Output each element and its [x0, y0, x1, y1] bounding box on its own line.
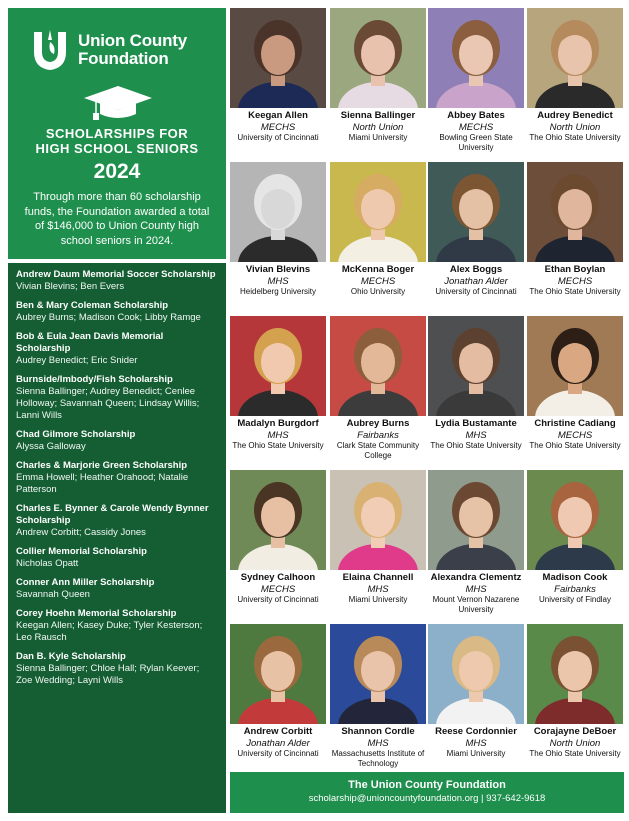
student-school: MHS [465, 584, 487, 595]
scholarship-item [16, 429, 218, 453]
student-school: Jonathan Alder [246, 738, 310, 749]
student-photo [230, 316, 326, 416]
student-school: North Union [549, 122, 601, 133]
scholarship-recipients: Sienna Ballinger; Audrey Benedict; Cenlee Holloway; Savannah Queen; Lindsay Willis; Lanni Wills [16, 386, 200, 421]
student-card [230, 162, 326, 297]
student-school: MHS [367, 584, 389, 595]
student-school: MHS [267, 430, 289, 441]
student-name: Ethan Boylan [544, 264, 606, 275]
scholarship-recipients: Keegan Allen; Kasey Duke; Tyler Kesterson; Leo Rausch [16, 620, 203, 643]
student-photo [330, 470, 426, 570]
student-school: MECHS [557, 276, 593, 287]
student-university: University of Cincinnati [237, 595, 319, 604]
student-university: University of Cincinnati [237, 749, 319, 758]
student-name: Sydney Calhoon [240, 572, 316, 583]
student-university: Miami University [348, 133, 408, 142]
student-card [428, 8, 524, 153]
student-school: Fairbanks [357, 430, 399, 441]
student-university: The Ohio State University [529, 441, 621, 450]
scholarship-item [16, 460, 218, 496]
student-card [230, 8, 326, 143]
student-school: MECHS [260, 122, 296, 133]
student-photo [527, 316, 623, 416]
student-university: The Ohio State University [529, 749, 621, 758]
student-photo [527, 624, 623, 724]
student-card [428, 316, 524, 451]
scholarship-item [16, 300, 218, 324]
student-university: The Ohio State University [529, 287, 621, 296]
student-photo [428, 316, 524, 416]
student-card [330, 470, 426, 605]
student-school: North Union [549, 738, 601, 749]
scholarship-item [16, 608, 218, 644]
student-name: Aubrey Burns [346, 418, 410, 429]
student-university: Miami University [348, 595, 408, 604]
student-photo [230, 470, 326, 570]
student-school: MHS [267, 276, 289, 287]
student-name: Madalyn Burgdorf [237, 418, 319, 429]
student-photo [230, 162, 326, 262]
page-title: SCHOLARSHIPS FOR HIGH SCHOOL SENIORS [35, 126, 199, 156]
footer [230, 772, 624, 813]
scholarship-item [16, 577, 218, 601]
student-photo [230, 8, 326, 108]
org-name-line2: Foundation [78, 49, 169, 68]
student-name: Andrew Corbitt [243, 726, 313, 737]
student-university: Mount Vernon Nazarene University [432, 595, 520, 614]
student-university: Massachusetts Institute of Technology [331, 749, 425, 768]
student-university: University of Cincinnati [237, 133, 319, 142]
student-card [428, 470, 524, 615]
student-university: Ohio University [350, 287, 406, 296]
student-photo [527, 162, 623, 262]
student-school: Jonathan Alder [444, 276, 508, 287]
year: 2024 [93, 160, 141, 183]
student-photo [330, 316, 426, 416]
scholarship-recipients: Savannah Queen [16, 589, 90, 600]
logo [30, 28, 187, 72]
header-panel [8, 8, 226, 259]
student-school: MECHS [360, 276, 396, 287]
org-name-line1: Union County [78, 31, 188, 50]
student-photo [428, 8, 524, 108]
student-card [527, 624, 623, 759]
student-photo [330, 8, 426, 108]
scholarship-item [16, 503, 218, 539]
student-name: Lydia Bustamante [435, 418, 517, 429]
student-card [330, 624, 426, 769]
description: Through more than 60 scholarship funds, the Foundation awarded a total of $146,000 to Union County high school seniors in 2024. [24, 191, 210, 247]
student-photo [330, 162, 426, 262]
student-name: Sienna Ballinger [340, 110, 416, 121]
scholarship-item [16, 331, 218, 367]
student-card [330, 162, 426, 297]
scholarship-recipients: Emma Howell; Heather Orahood; Natalie Patterson [16, 472, 189, 495]
student-name: Elaina Channell [342, 572, 414, 583]
scholarship-name: Andrew Daum Memorial Soccer Scholarship [16, 269, 216, 280]
scholarship-name: Corey Hoehn Memorial Scholarship [16, 608, 177, 619]
student-university: University of Findlay [538, 595, 612, 604]
student-name: Corajayne DeBoer [533, 726, 617, 737]
student-university: The Ohio State University [430, 441, 522, 450]
graduation-cap-icon [82, 84, 154, 122]
student-photo [428, 470, 524, 570]
student-university: Heidelberg University [239, 287, 317, 296]
student-university: University of Cincinnati [435, 287, 517, 296]
student-photo [330, 624, 426, 724]
student-card [330, 316, 426, 461]
student-university: The Ohio State University [232, 441, 324, 450]
scholarship-recipients: Alyssa Galloway [16, 441, 86, 452]
student-name: Keegan Allen [248, 110, 308, 121]
student-name: Vivian Blevins [245, 264, 311, 275]
student-card [230, 470, 326, 605]
student-name: Alexandra Clementz [430, 572, 522, 583]
student-card [527, 162, 623, 297]
student-university: Miami University [446, 749, 506, 758]
scholarship-name: Burnside/Imbody/Fish Scholarship [16, 374, 173, 385]
scholarship-item [16, 651, 218, 687]
scholarship-name: Charles & Marjorie Green Scholarship [16, 460, 188, 471]
scholarship-recipients: Andrew Corbitt; Cassidy Jones [16, 527, 146, 538]
student-name: Christine Cadiang [534, 418, 616, 429]
student-school: North Union [352, 122, 404, 133]
student-name: Alex Boggs [449, 264, 503, 275]
scholarship-name: Ben & Mary Coleman Scholarship [16, 300, 169, 311]
student-school: MHS [465, 430, 487, 441]
student-card [330, 8, 426, 143]
student-photo [230, 624, 326, 724]
scholarship-name: Conner Ann Miller Scholarship [16, 577, 155, 588]
scholarship-name: Charles E. Bynner & Carole Wendy Bynner Scholarship [16, 503, 209, 526]
scholarship-list [8, 263, 226, 813]
student-name: Abbey Bates [447, 110, 505, 121]
student-school: MECHS [260, 584, 296, 595]
scholarship-name: Chad Gilmore Scholarship [16, 429, 136, 440]
scholarship-name: Collier Memorial Scholarship [16, 546, 147, 557]
student-university: The Ohio State University [529, 133, 621, 142]
footer-contact: scholarship@unioncountyfoundation.org | 937-642-9618 [308, 793, 546, 804]
student-photo [527, 8, 623, 108]
scholarship-name: Dan B. Kyle Scholarship [16, 651, 126, 662]
scholarship-recipients: Sienna Ballinger; Chloe Hall; Rylan Keever; Zoe Wedding; Layni Wills [16, 663, 200, 686]
scholarship-item [16, 269, 218, 293]
student-name: Audrey Benedict [537, 110, 613, 121]
scholarship-recipients: Nicholas Opatt [16, 558, 79, 569]
student-university: Bowling Green State University [439, 133, 513, 152]
scholarship-recipients: Aubrey Burns; Madison Cook; Libby Ramge [16, 312, 201, 323]
student-name: Shannon Cordle [341, 726, 415, 737]
student-school: MHS [367, 738, 389, 749]
scholarship-recipients: Vivian Blevins; Ben Evers [16, 281, 125, 292]
scholarship-item [16, 546, 218, 570]
student-card [527, 8, 623, 143]
student-card [428, 162, 524, 297]
student-school: Fairbanks [554, 584, 596, 595]
student-card [230, 624, 326, 759]
student-photo [428, 162, 524, 262]
student-card [527, 470, 623, 605]
student-school: MECHS [458, 122, 494, 133]
scholarship-recipients: Audrey Benedict; Eric Snider [16, 355, 138, 366]
student-card [527, 316, 623, 451]
student-name: Reese Cordonnier [435, 726, 517, 737]
scholarship-item [16, 374, 218, 422]
footer-org: The Union County Foundation [348, 779, 506, 791]
student-photo [527, 470, 623, 570]
student-card [428, 624, 524, 759]
student-card [230, 316, 326, 451]
student-university: Clark State Community College [336, 441, 420, 460]
student-name: Madison Cook [542, 572, 608, 583]
student-photo [428, 624, 524, 724]
student-school: MHS [465, 738, 487, 749]
scholarship-name: Bob & Eula Jean Davis Memorial Scholarship [16, 331, 164, 354]
student-school: MECHS [557, 430, 593, 441]
foundation-logo-icon [30, 28, 70, 72]
student-name: McKenna Boger [341, 264, 415, 275]
